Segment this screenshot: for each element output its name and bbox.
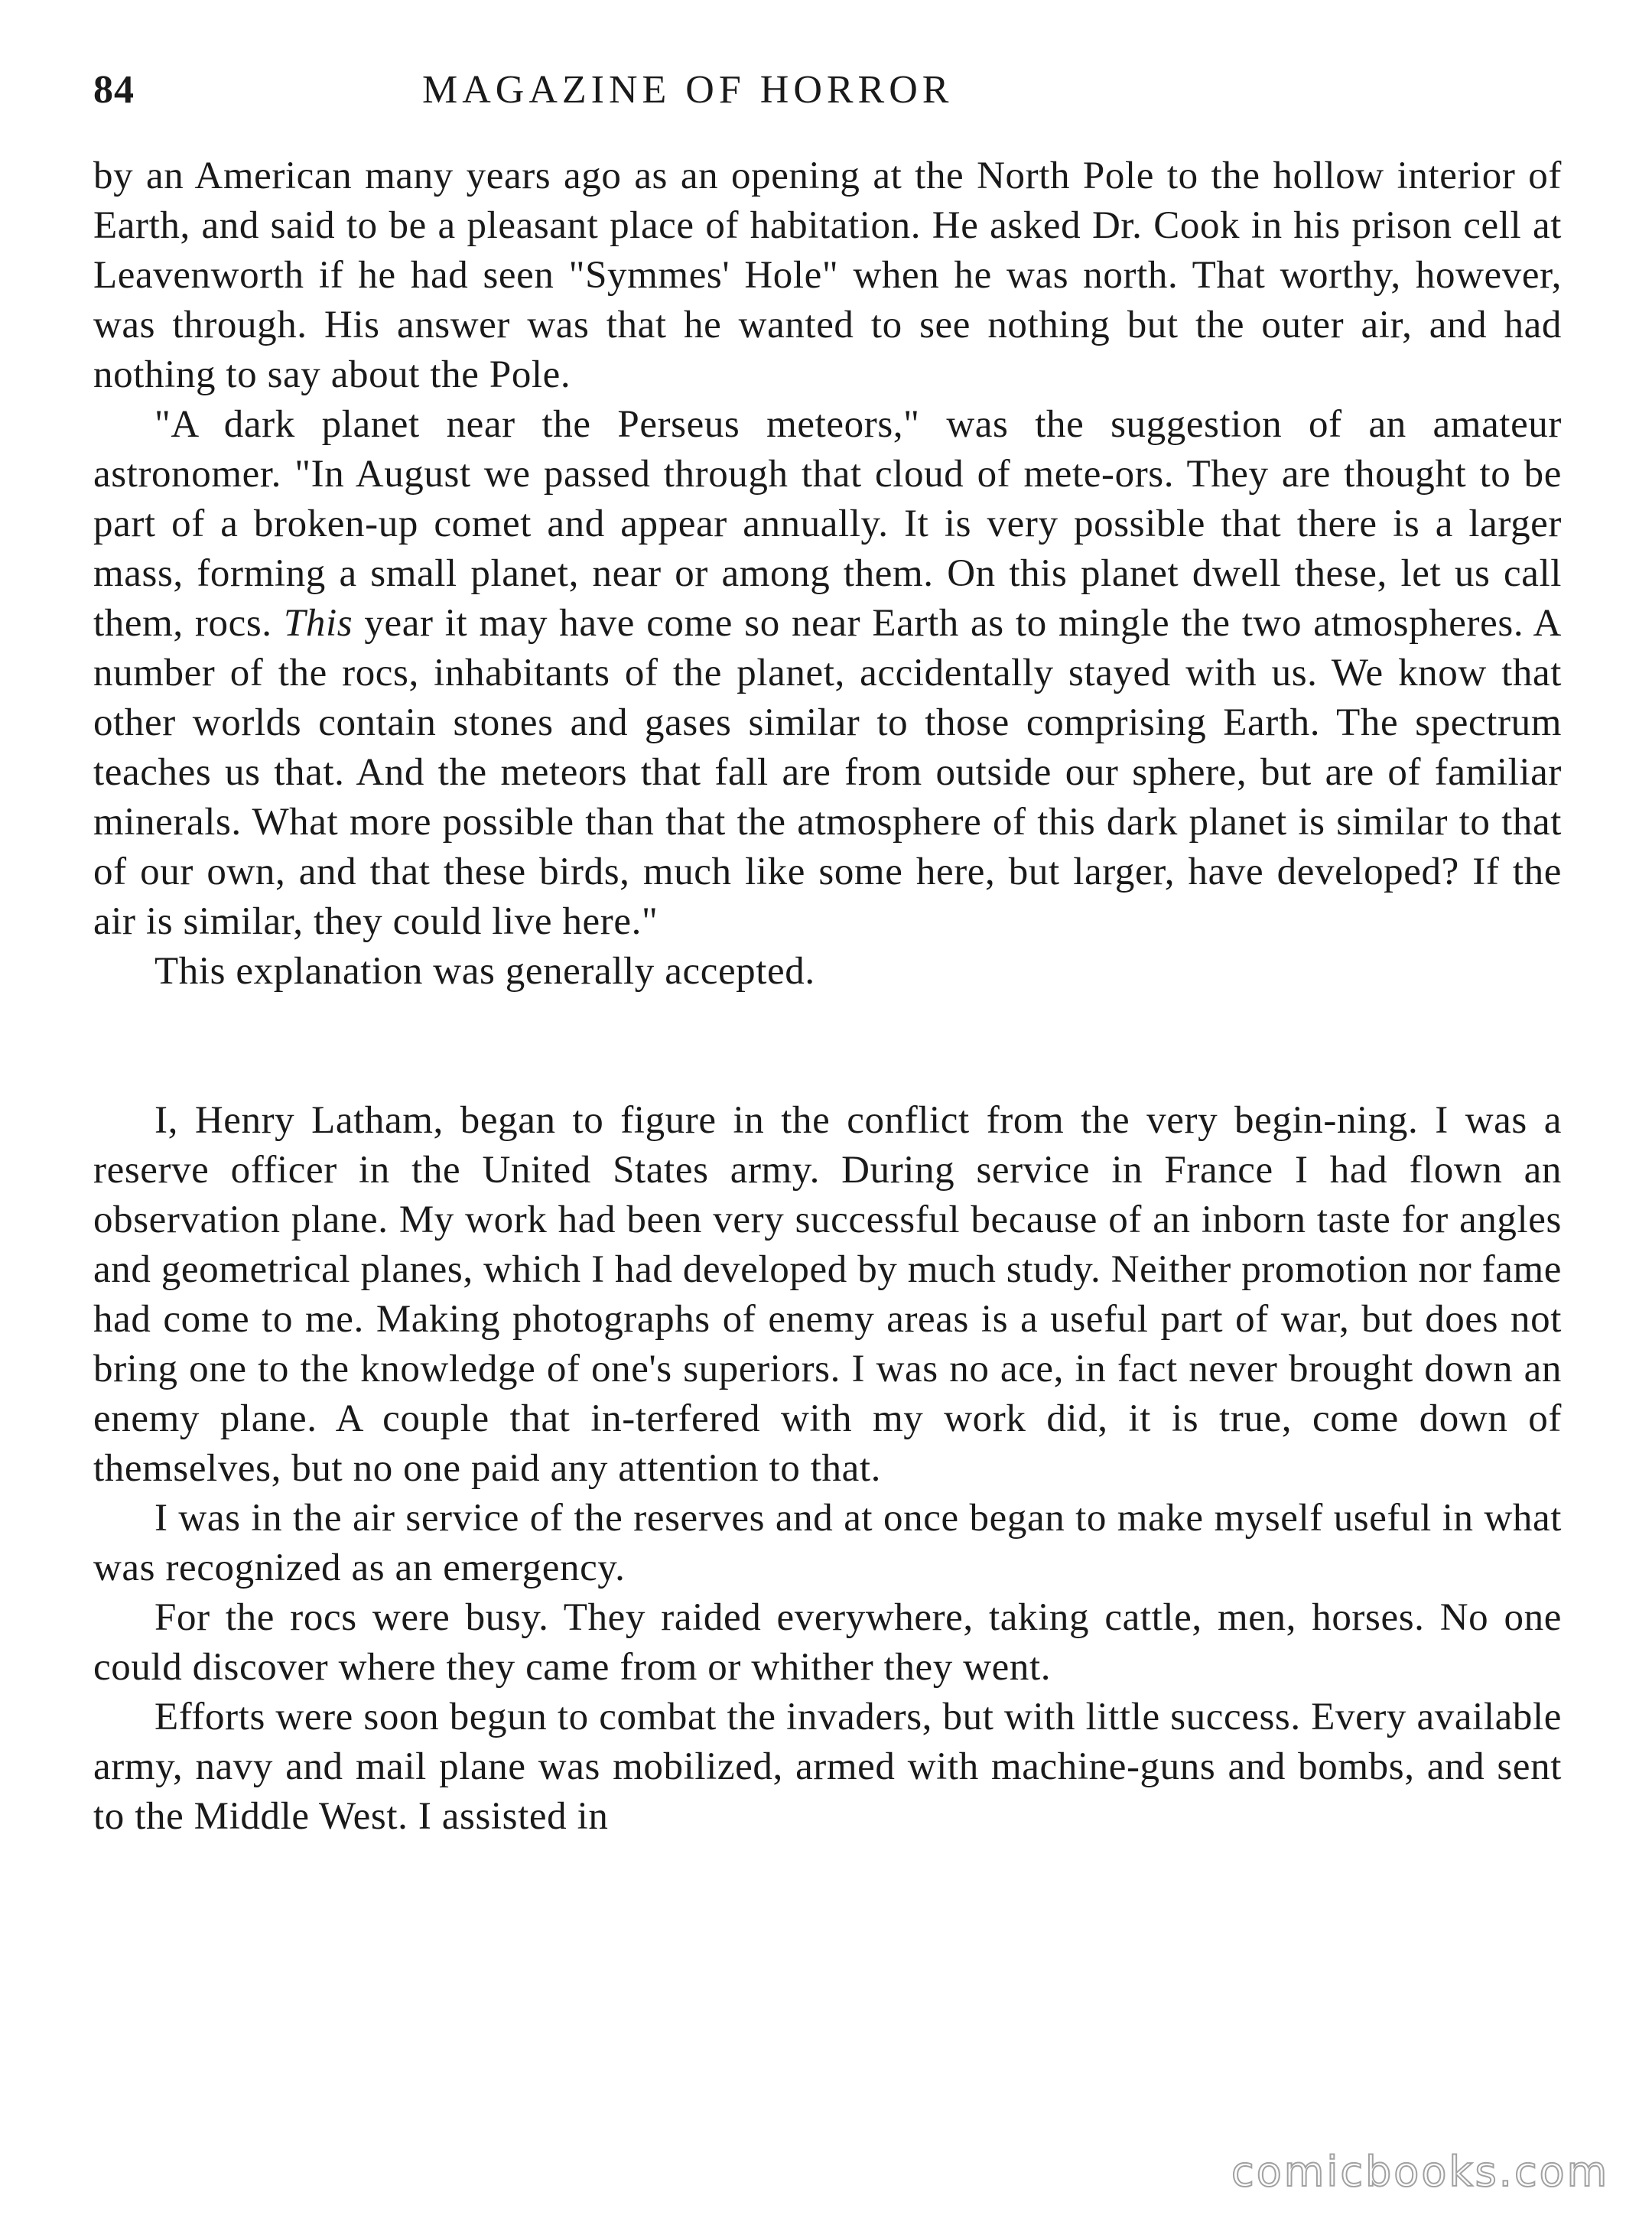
- paragraph-1: by an American many years ago as an opening at the North Pole to the hollow interior of Earth, and said to be a pleasant place of habitation. He asked Dr. Cook in his prison cell at Leavenworth if he had seen "Symmes' Hole" when he was north. That worthy, however, was through. His answer was that he wanted to see nothing but the outer air, and had nothing to say about the Pole.: [93, 154, 1562, 396]
- paragraph-7: Efforts were soon begun to combat the invaders, but with little success. Every available army, navy and mail plane was mobilized, armed with machine-guns and bombs, and sent to the Middle West. I assisted in: [93, 1696, 1562, 1838]
- paragraph-5: I was in the air service of the reserves and at once began to make myself useful in what was recognized as an emergency.: [93, 1497, 1562, 1589]
- page-number: 84: [93, 68, 135, 112]
- article-body: [93, 151, 1562, 1842]
- paragraph-6: For the rocs were busy. They raided everywhere, taking cattle, men, horses. No one could discover where they came from or whither they went.: [93, 1596, 1562, 1689]
- paragraph-4: I, Henry Latham, began to figure in the conflict from the very begin-ning. I was a reserve officer in the United States army. During service in France I had flown an observation plane. My work had been very successful because of an inborn taste for angles and geometrical planes, which I had developed by much study. Neither promotion nor fame had come to me. Making photographs of enemy areas is a useful part of war, but does not bring one to the knowledge of one's superiors. I was no ace, in fact never brought down an enemy plane. A couple that in-terfered with my work did, it is true, come down of themselves, but no one paid any attention to that.: [93, 1099, 1562, 1490]
- paragraph-2-part-1: "A dark planet near the Perseus meteors," was the suggestion of an amateur astronomer. "In August we passed through that cloud of mete-ors. They are thought to be part of a broken-up comet and appear annually. It is very possible that there is a larger mass, forming a small planet, near or among them. On this planet dwell these, let us call them, rocs.: [93, 403, 1562, 645]
- paragraph-2-italic: This: [283, 602, 353, 645]
- paragraph-3: This explanation was generally accepted.: [154, 950, 815, 993]
- paragraph-2: [93, 400, 1562, 947]
- watermark: comicbooks.com: [1231, 2148, 1610, 2196]
- page-header: [93, 67, 1562, 136]
- running-title: MAGAZINE OF HORROR: [422, 68, 954, 112]
- paragraph-2-part-2: year it may have come so near Earth as to mingle the two atmospheres. A number of the rocs, inhabitants of the planet, accidentally stayed with us. We know that other worlds contain stones and gases similar to those comprising Earth. The spectrum teaches us that. And the meteors that fall are from outside our sphere, but are of familiar minerals. What more possible than that the atmosphere of this dark planet is similar to that of our own, and that these birds, much like some here, but larger, have developed? If the air is similar, they could live here.": [93, 602, 1562, 943]
